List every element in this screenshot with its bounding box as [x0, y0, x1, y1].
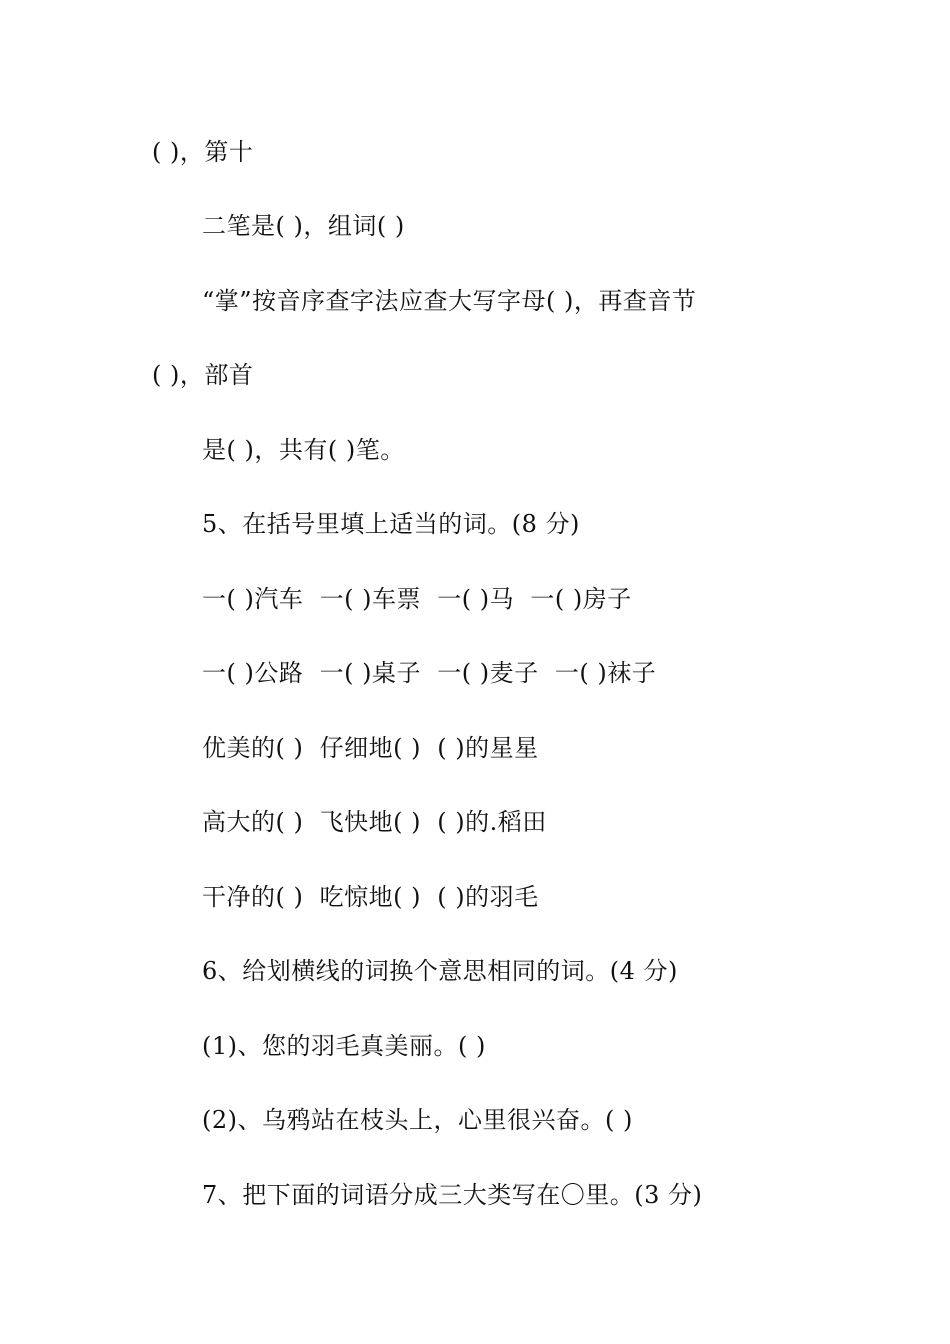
- text-line-7: 一( )汽车 一( )车票 一( )马 一( )房子: [202, 585, 632, 613]
- question-6-heading: 6、给划横线的词换个意思相同的词。(4 分): [202, 957, 678, 985]
- text-line-8: 一( )公路 一( )桌子 一( )麦子 一( )袜子: [202, 659, 657, 687]
- text-line-3: “掌”按音序查字法应查大写字母( )，再查音节: [202, 287, 697, 315]
- text-line-1: ( )，第十: [152, 138, 254, 166]
- text-line-13: (1)、您的羽毛真美丽。( ): [202, 1032, 486, 1060]
- text-line-4: ( )，部首: [152, 361, 254, 389]
- text-line-2: 二笔是( )，组词( ): [202, 212, 405, 240]
- question-5-heading: 5、在括号里填上适当的词。(8 分): [202, 510, 580, 538]
- text-line-10: 高大的( ) 飞快地( ) ( )的.稻田: [202, 808, 547, 836]
- text-line-5: 是( )，共有( )笔。: [202, 436, 405, 464]
- text-line-11: 干净的( ) 吃惊地( ) ( )的羽毛: [202, 883, 539, 911]
- text-line-14: (2)、乌鸦站在枝头上，心里很兴奋。( ): [202, 1106, 633, 1134]
- question-7-heading: 7、把下面的词语分成三大类写在〇里。(3 分): [202, 1181, 703, 1209]
- text-line-9: 优美的( ) 仔细地( ) ( )的星星: [202, 734, 539, 762]
